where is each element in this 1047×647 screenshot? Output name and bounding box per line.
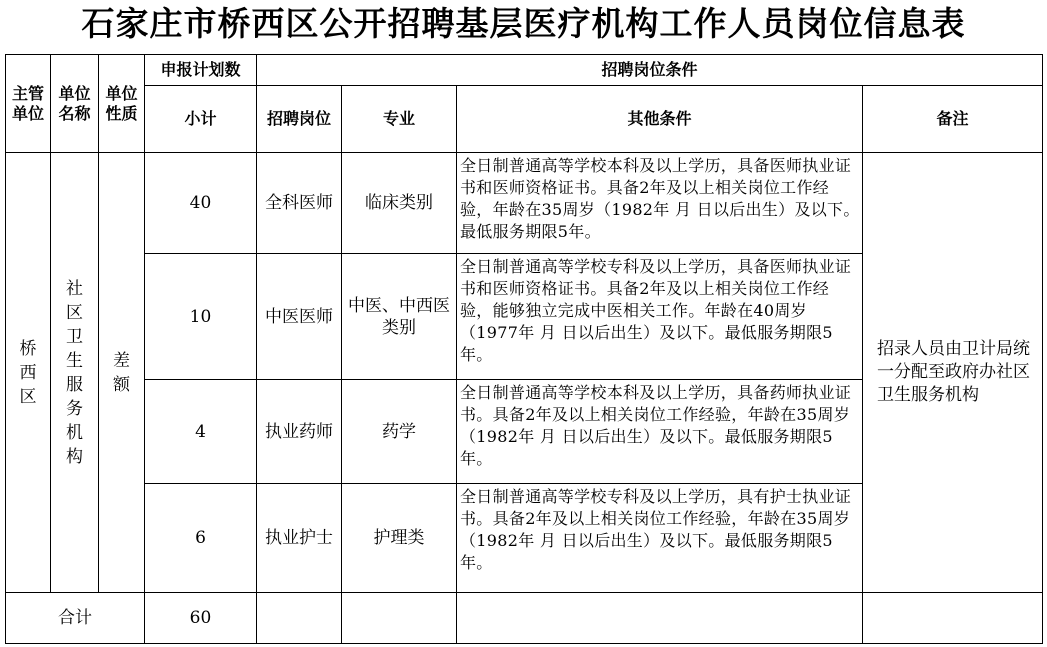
row-position: 执业药师 [257,380,342,484]
page-title: 石家庄市桥西区公开招聘基层医疗机构工作人员岗位信息表 [81,4,966,43]
header-other-conditions: 其他条件 [457,86,863,153]
header-plan-count: 申报计划数 [145,55,257,86]
total-empty-cell [863,593,1043,644]
row-count: 4 [145,380,257,484]
total-empty-cell [342,593,457,644]
total-row [6,593,1043,644]
header-unit-name: 单位名称 [51,55,99,153]
header-unit-nature: 单位性质 [99,55,145,153]
row-conditions: 全日制普通高等学校专科及以上学历，具备医师执业证书和医师资格证书。具备2年及以上相关岗位工作经验，能够独立完成中医相关工作。年龄在40周岁（1977年 月 日以后出生）及以下。最低服务期限5年。 [457,254,863,380]
supervisor-unit-value: 桥西区 [19,338,37,407]
remarks-cell: 招录人员由卫计局统一分配至政府办社区卫生服务机构 [863,153,1043,593]
supervisor-unit-cell [6,153,51,593]
row-conditions: 全日制普通高等学校本科及以上学历，具备药师执业证书。具备2年及以上相关岗位工作经验，年龄在35周岁（1982年 月 日以后出生）及以下。最低服务期限5年。 [457,380,863,484]
row-major: 护理类 [342,484,457,593]
total-count: 60 [145,593,257,644]
header-major: 专业 [342,86,457,153]
row-conditions: 全日制普通高等学校本科及以上学历，具备医师执业证书和医师资格证书。具备2年及以上相关岗位工作经验，年龄在35周岁（1982年 月 日以后出生）及以下。最低服务期限5年。 [457,153,863,254]
header-remarks: 备注 [863,86,1043,153]
row-major: 中医、中西医类别 [342,254,457,380]
header-supervisor-unit: 主管单位 [6,55,51,153]
header-conditions: 招聘岗位条件 [257,55,1043,86]
row-position: 全科医师 [257,153,342,254]
row-position: 执业护士 [257,484,342,593]
row-major: 药学 [342,380,457,484]
total-label: 合计 [6,593,145,644]
unit-name-value: 社区卫生服务机构 [66,278,83,467]
row-major: 临床类别 [342,153,457,254]
header-subtotal: 小计 [145,86,257,153]
unit-nature-value: 差额 [113,350,130,395]
header-position: 招聘岗位 [257,86,342,153]
total-empty-cell [257,593,342,644]
unit-name-cell [51,153,99,593]
row-conditions: 全日制普通高等学校专科及以上学历，具有护士执业证书。具备2年及以上相关岗位工作经验，年龄在35周岁（1982年 月 日以后出生）及以下。最低服务期限5年。 [457,484,863,593]
row-count: 40 [145,153,257,254]
recruitment-table [5,54,1043,644]
total-empty-cell [457,593,863,644]
row-count: 10 [145,254,257,380]
row-position: 中医医师 [257,254,342,380]
table-row [6,153,1043,254]
unit-nature-cell [99,153,145,593]
row-count: 6 [145,484,257,593]
